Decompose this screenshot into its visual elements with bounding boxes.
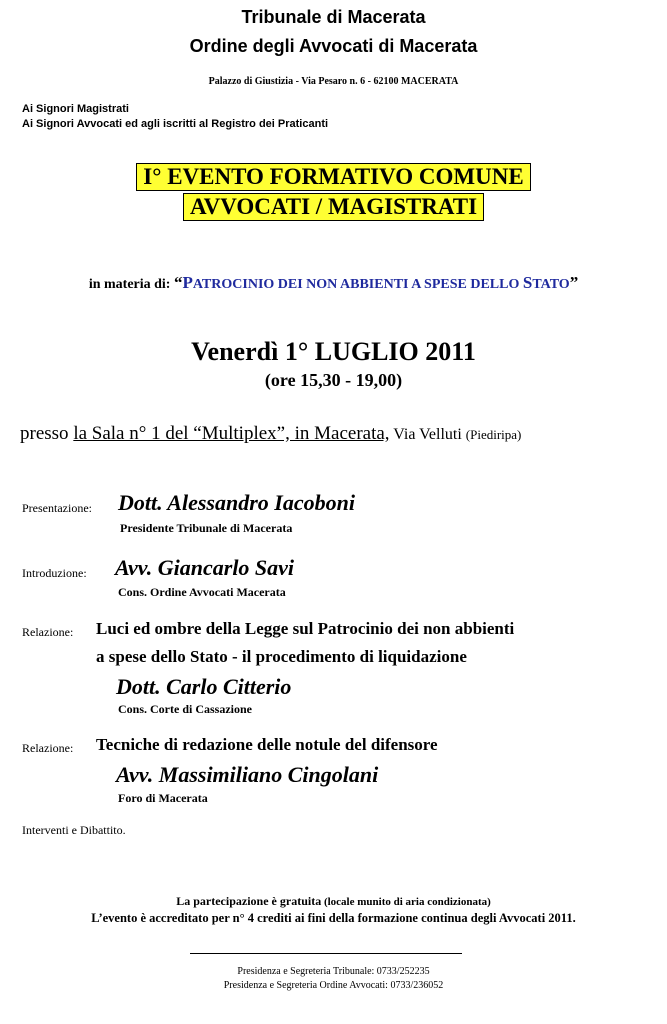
event-title xyxy=(0,163,667,191)
footer-bar-contact: Presidenza e Segreteria Ordine Avvocati: 0733/236052 xyxy=(223,980,444,991)
event-time: (ore 15,30 - 19,00) xyxy=(264,370,403,390)
subject-text-2: TATO xyxy=(532,277,570,292)
venue-street: Via Velluti xyxy=(389,426,466,443)
header-court: Tribunale di Macerata xyxy=(241,7,426,27)
event-date: Venerdì 1° LUGLIO 2011 xyxy=(191,337,476,366)
participation-aircon: (locale munito di aria condizionata) xyxy=(321,896,491,908)
venue-place: la Sala n° 1 del “Multiplex”, in Macerata, xyxy=(73,423,390,444)
talk1-label: Relazione: xyxy=(22,625,74,639)
subject-text-1: ATROCINIO DEI NON ABBIENTI A SPESE DELLO xyxy=(192,277,523,292)
header-address: Palazzo di Giustizia - Via Pesaro n. 6 - 62100 MACERATA xyxy=(208,76,459,87)
subject-open-quote: “ xyxy=(173,273,183,292)
talk1-title-line2: a spese dello Stato - il procedimento di liquidazione xyxy=(96,647,467,666)
talk2-speaker: Avv. Massimiliano Cingolani xyxy=(116,762,379,787)
talk1-title-line1: Luci ed ombre della Legge sul Patrocinio dei non abbienti xyxy=(96,619,515,638)
credits-note: L’evento è accreditato per n° 4 crediti ai fini della formazione continua degli Avvocati 2011. xyxy=(91,911,576,925)
event-venue xyxy=(20,423,521,445)
discussion-note: Interventi e Dibattito. xyxy=(22,823,126,837)
header-bar-association: Ordine degli Avvocati di Macerata xyxy=(189,36,478,56)
footer-court-contact: Presidenza e Segreteria Tribunale: 0733/252235 xyxy=(237,966,430,977)
participation-note xyxy=(0,894,667,909)
recipients-magistrates: Ai Signori Magistrati xyxy=(22,103,129,115)
footer-divider xyxy=(190,953,462,954)
venue-area: (Piediripa) xyxy=(465,427,522,442)
talk1-role: Cons. Corte di Cassazione xyxy=(118,702,252,716)
presentation-role: Presidente Tribunale di Macerata xyxy=(120,521,293,535)
introduction-speaker: Avv. Giancarlo Savi xyxy=(115,555,295,580)
presentation-label: Presentazione: xyxy=(22,501,92,515)
subject-prefix: in materia di: xyxy=(88,277,174,292)
talk1-speaker: Dott. Carlo Citterio xyxy=(116,674,292,699)
venue-prefix: presso xyxy=(20,423,74,444)
introduction-label: Introduzione: xyxy=(22,566,87,580)
introduction-role: Cons. Ordine Avvocati Macerata xyxy=(118,585,286,599)
event-title-line2: AVVOCATI / MAGISTRATI xyxy=(183,193,484,221)
subject-close-quote: ” xyxy=(569,273,579,292)
participation-free: La partecipazione è gratuita xyxy=(176,894,322,908)
event-title-second xyxy=(0,193,667,221)
event-title-line1: I° EVENTO FORMATIVO COMUNE xyxy=(136,163,530,191)
talk2-role: Foro di Macerata xyxy=(118,791,208,805)
recipients-lawyers: Ai Signori Avvocati ed agli iscritti al Registro dei Praticanti xyxy=(22,118,329,130)
subject-initial-p: P xyxy=(182,273,193,292)
talk2-title: Tecniche di redazione delle notule del difensore xyxy=(96,735,438,754)
subject-initial-s: S xyxy=(522,273,533,292)
event-subject xyxy=(0,273,667,293)
talk2-label: Relazione: xyxy=(22,741,74,755)
presentation-speaker: Dott. Alessandro Iacoboni xyxy=(118,490,355,515)
